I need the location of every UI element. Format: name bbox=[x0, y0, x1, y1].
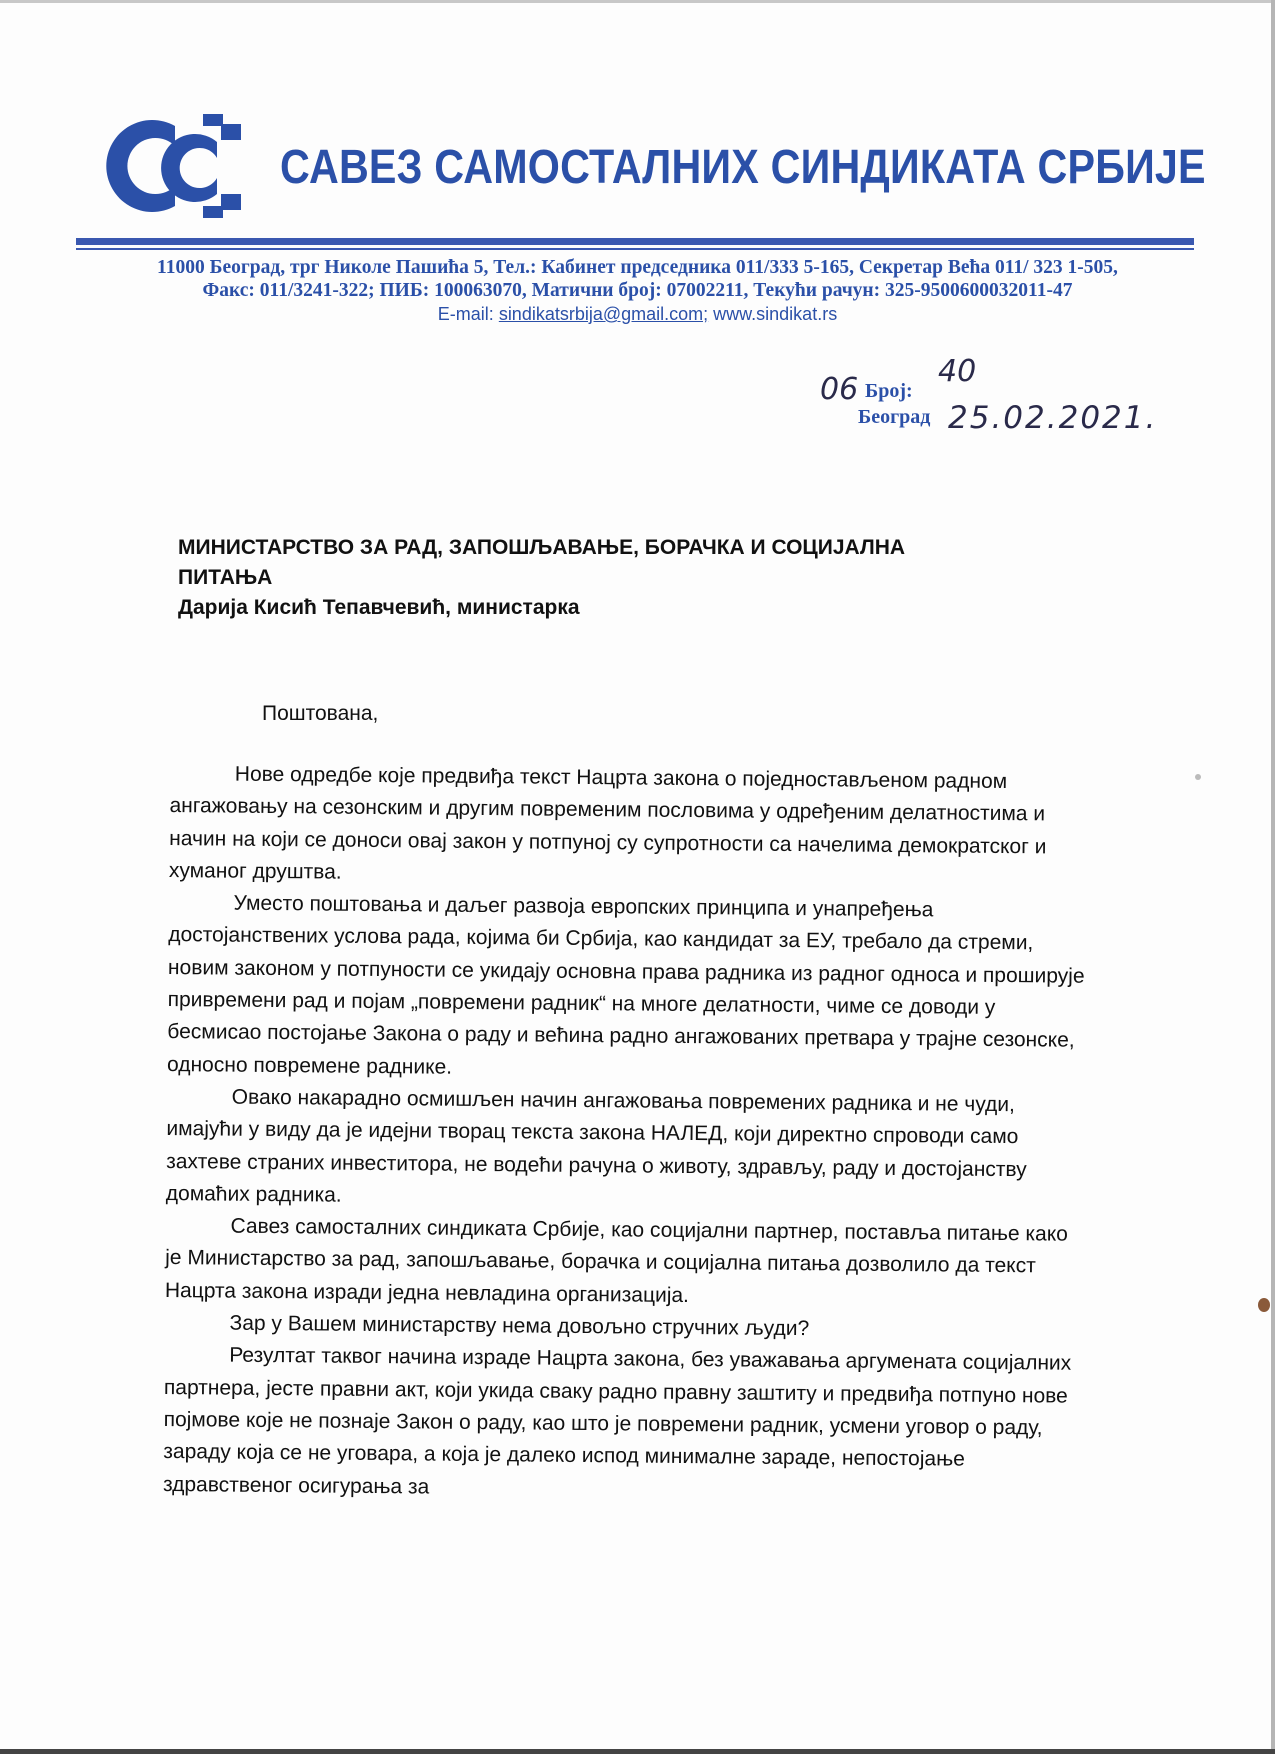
letterhead-rule-thin bbox=[76, 248, 1194, 250]
paragraph: Нове одредбе које предвиђа текст Нацрта закона о поједностављеном радном ангажовању на сезонским и другим повременим пословима у одређеним делатностима и начин на који се доноси овај закон у потпуној су супротности са начелима демократског и хуманог друштва. bbox=[168, 762, 1047, 884]
reference-block bbox=[820, 354, 1200, 436]
email-label: E-mail: bbox=[437, 304, 499, 324]
page-edge-bottom bbox=[0, 1749, 1275, 1754]
recipient-name: Дарија Кисић Тепавчевић, министарка bbox=[178, 596, 580, 619]
org-name: САВЕЗ САМОСТАЛНИХ СИНДИКАТА СРБИЈЕ bbox=[280, 141, 1206, 194]
letter-body bbox=[163, 758, 1090, 1510]
paragraph: Овако накарадно осмишљен начин ангажовања повремених радника и не чуди, имајући у виду да је идејни творац текста закона НАЛЕД, који директно спроводи само захтеве страних инвеститора, не водећи рачуна о животу, здрављу, раду и достојанству домаћих радника. bbox=[165, 1085, 1027, 1207]
handwritten-number-prefix: 06 bbox=[820, 372, 859, 407]
number-label: Број: bbox=[865, 380, 913, 402]
paragraph: Зар у Вашем министарству нема довољно стручних људи? bbox=[229, 1311, 810, 1341]
email-link[interactable]: sindikatsrbija@gmail.com; bbox=[498, 304, 709, 324]
contact-line bbox=[0, 304, 1275, 325]
recipient-block bbox=[178, 533, 1078, 623]
handwritten-date: 25.02.2021. bbox=[948, 400, 1158, 436]
letterhead bbox=[0, 0, 1275, 330]
scan-speck bbox=[1195, 774, 1201, 780]
salutation: Поштована, bbox=[262, 702, 379, 725]
address-line-1: 11000 Београд, трг Николе Пашића 5, Тел.: Кабинет председника 011/333 5-165, Секретар Већа 011/ 323 1-505, bbox=[157, 257, 1118, 278]
recipient-line-1: МИНИСТАРСТВО ЗА РАД, ЗАПОШЉАВАЊЕ, БОРАЧКА И СОЦИЈАЛНА bbox=[178, 536, 906, 559]
recipient-line-2: ПИТАЊА bbox=[178, 566, 273, 589]
city-label: Београд bbox=[858, 406, 931, 428]
paragraph: Савез самосталних синдиката Србије, као социјални партнер, поставља питање како је Министарство за рад, запошљавање, борачка и социјална питања дозволило да текст Нацрта закона изради једна невладина организација. bbox=[164, 1214, 1069, 1307]
ccc-union-logo-icon bbox=[105, 112, 247, 220]
paragraph: Резултат таквог начина израде Нацрта закона, без уважавања аргумената социјалних партнера, јесте правни акт, који укида сваку радно правну заштиту и предвиђа потпуно нове појмове које не познаје Закон о раду, као што је повремени радник, усмени уговор о раду, зараду која се не уговара, а која је далеко испод минималне зараде, непостојање здравственог осигурања за bbox=[162, 1343, 1072, 1499]
scan-speck bbox=[1258, 1298, 1270, 1312]
website-link[interactable]: www.sindikat.rs bbox=[708, 304, 838, 324]
letterhead-rule-thick bbox=[76, 238, 1194, 245]
paragraph: Уместо поштовања и даљег развоја европских принципа и унапређења достојанствених услова рада, којима би Србија, као кандидат за ЕУ, требало да стреми, новим законом у потпуности се укидају основна права радника из радног односа и проширује привремени рад и појам „повремени радник“ на многе делатности, чиме се доводи у бесмисао постојање Закона о раду и већина радно ангажованих претвара у трајне сезонске, односно повремене раднике. bbox=[166, 891, 1085, 1079]
address-line-2: Факс: 011/3241-322; ПИБ: 100063070, Матични број: 07002211, Текући рачун: 325-9500600032011-47 bbox=[202, 280, 1073, 301]
handwritten-number: 40 bbox=[938, 354, 977, 389]
